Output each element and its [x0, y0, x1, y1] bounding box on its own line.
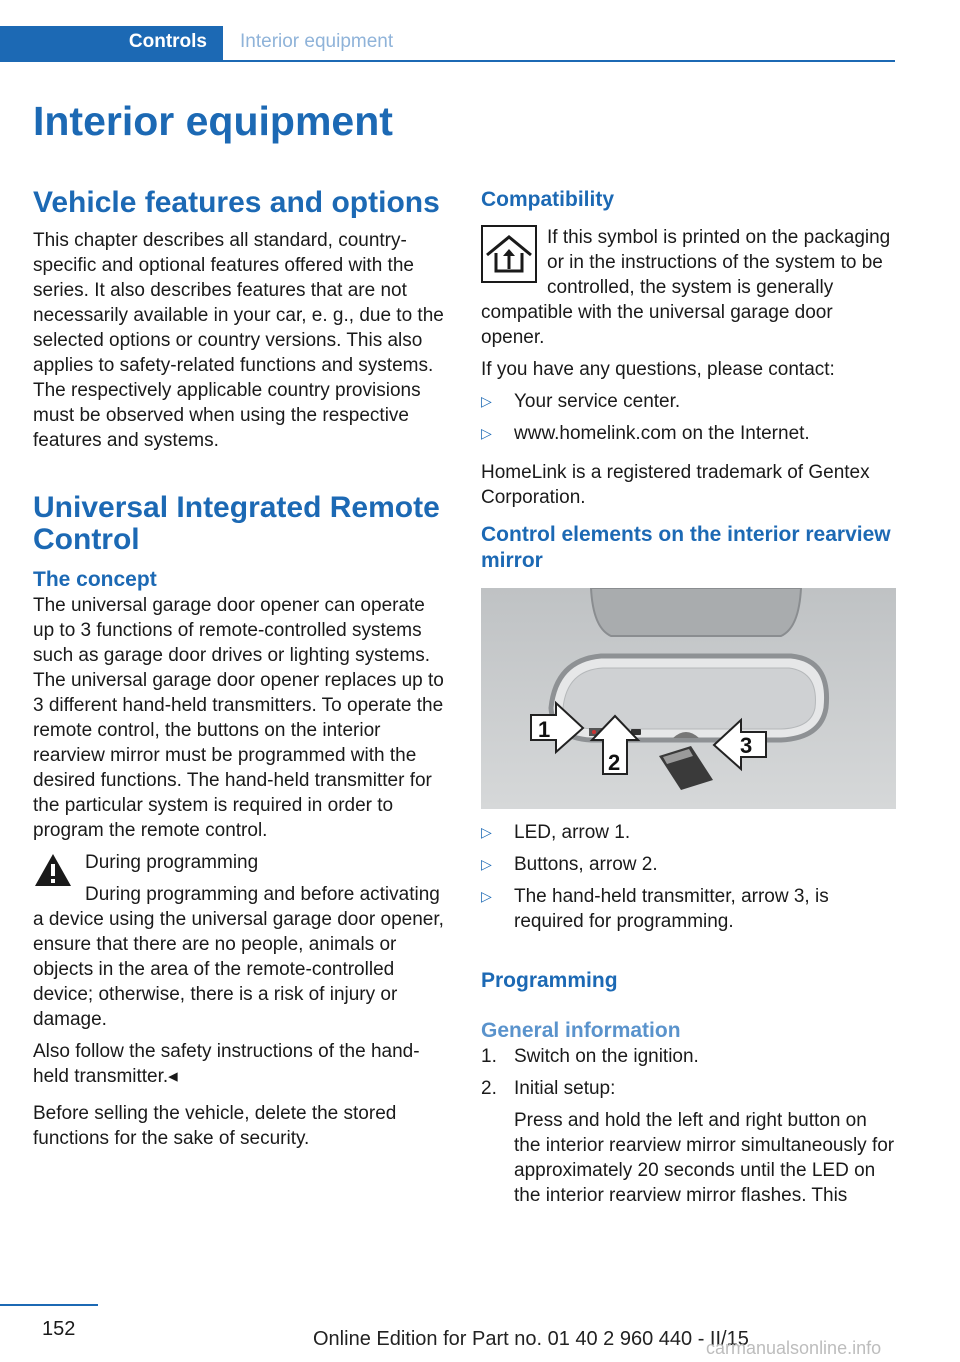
list-item: 1. Switch on the ignition.: [481, 1046, 699, 1067]
bullet-marker-icon: ▷: [481, 425, 492, 441]
page-number: 152: [42, 1318, 76, 1340]
list-item: ▷ The hand-held transmitter, arrow 3, is required for programming.: [481, 886, 829, 932]
compat-heading: Compatibility: [481, 188, 615, 211]
header-section-tab: [0, 26, 223, 62]
warning-followup: Also follow the safety instructions of the hand-held transmitter.◂: [33, 1041, 420, 1087]
list-item: ▷ Buttons, arrow 2.: [481, 854, 658, 875]
header-section-label: Controls: [128, 31, 207, 52]
homelink-symbol-icon: [481, 225, 537, 283]
list-item: ▷ Your service center.: [481, 391, 681, 412]
rearview-mirror-image: [481, 588, 896, 809]
warning-box: [33, 850, 448, 1032]
contact-intro: If you have any questions, please contact:: [481, 359, 835, 380]
footer-rule: [0, 1304, 98, 1306]
image-label-1: 1: [538, 717, 551, 742]
vehicle-heading: Vehicle features and options: [33, 186, 440, 219]
compat-block: [481, 225, 896, 350]
general-info-heading: General information: [481, 1019, 681, 1042]
vehicle-text: This chapter describes all standard, country-specific and optional features offered with the series. It also describes features that are not necessarily available in your car, e. g., due to the selected options or country versions. This also applies to safety-related functions and systems. The respectively applicable country provisions must be observed when using the respective features and systems.: [33, 230, 444, 451]
steps-list: [481, 1044, 896, 1208]
warning-text: During programming and before activating a device using the universal garage door opener, ensure that there are no people, animals or objects in the area of the remote-controlled device; otherwise, there is a risk of injury or damage.: [33, 884, 444, 1030]
control-heading: Control elements on the interior rearview mirror: [481, 523, 891, 572]
edition-text: Online Edition for Part no. 01 40 2 960 440 - II/15: [313, 1328, 749, 1350]
trademark-text: HomeLink is a registered trademark of Gentex Corporation.: [481, 462, 870, 508]
step2-detail: Press and hold the left and right button on the interior rearview mirror simultaneously for approximately 20 seconds until the LED on the interior rearview mirror flashes. This: [514, 1110, 895, 1206]
image-label-3: 3: [740, 733, 753, 758]
compat-text: If this symbol is printed on the packaging or in the instructions of the system to be controlled, the system is generally compatible with the universal garage door opener.: [481, 227, 891, 348]
bullet-marker-icon: ▷: [481, 856, 492, 872]
concept-heading: The concept: [33, 568, 157, 591]
header-subsection-label: Interior equipment: [240, 31, 394, 52]
bullet-marker-icon: ▷: [481, 393, 492, 409]
selling-text: Before selling the vehicle, delete the stored functions for the sake of security.: [33, 1103, 397, 1149]
warning-triangle-icon: [33, 852, 73, 888]
programming-heading: Programming: [481, 969, 618, 992]
uirc-heading: Universal Integrated Remote Control: [33, 491, 440, 556]
image-label-2: 2: [608, 750, 621, 775]
contact-list: [481, 389, 896, 446]
concept-text: The universal garage door opener can operate up to 3 functions of remote-controlled systems such as garage door drives or lighting systems. The universal garage door opener replaces up to 3 different hand-held transmitters. To operate the remote control, the buttons on the interior rearview mirror must be programmed with the desired functions. The hand-held transmitter for the particular system is required in order to program the remote control.: [33, 595, 444, 841]
control-list: [481, 820, 896, 934]
watermark: carmanualsonline.info: [706, 1338, 882, 1358]
warning-title: During programming: [85, 852, 259, 873]
header-rule: [223, 60, 895, 62]
right-column: [481, 187, 896, 1208]
bullet-marker-icon: ▷: [481, 824, 492, 840]
list-item: 2. Initial setup: Press and hold the left and right button on the interior rearview mirror simultaneously for approximately 20 seconds until the LED on the interior rearview mirror flashes. This: [481, 1078, 895, 1206]
left-column: [33, 187, 448, 1151]
list-item: ▷ LED, arrow 1.: [481, 822, 631, 843]
list-item: ▷ www.homelink.com on the Internet.: [481, 423, 810, 444]
page-title: Interior equipment: [33, 98, 393, 144]
bullet-marker-icon: ▷: [481, 888, 492, 904]
page-header: [0, 26, 895, 62]
